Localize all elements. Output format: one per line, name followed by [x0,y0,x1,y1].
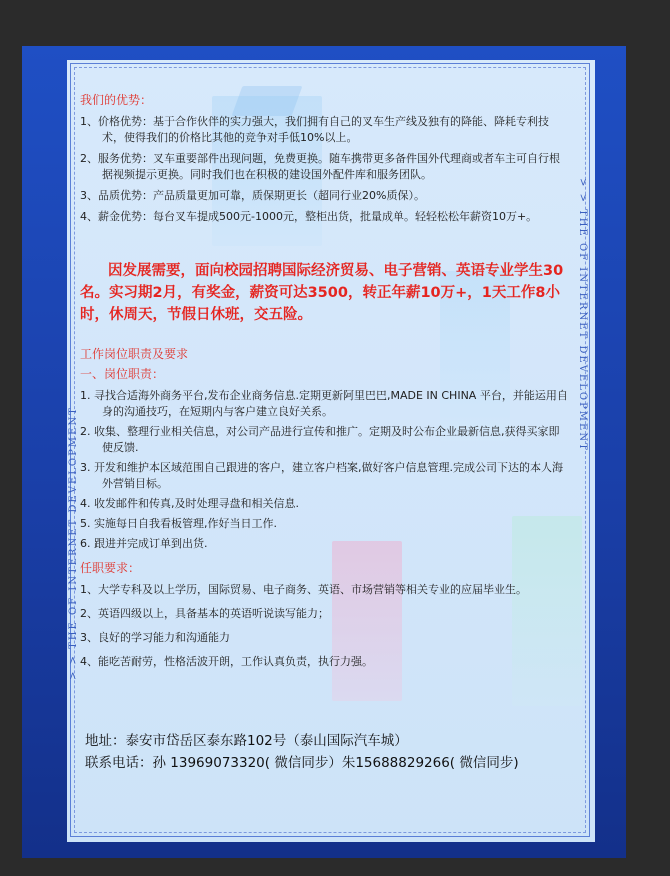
contact-section [85,730,585,774]
requirements-title: 任职要求： [80,561,141,575]
requirement-item: 2、英语四级以上，具备基本的英语听说读写能力； [80,607,329,620]
recruitment-highlight [80,260,570,326]
requirement-item: 3、良好的学习能力和沟通能力 [80,631,230,644]
job-section [80,346,570,670]
advantage-item: 1、价格优势：基于合作伙伴的实力强大，我们拥有自己的叉车生产线及独有的降能、降耗专利技术，使得我们的价格比其他的竞争对手低10%以上。 [80,115,549,144]
side-text-left: > > THE OF INTERNET DEVELOPMENT [68,406,79,680]
duty-item: 5. 实施每日自我看板管理,作好当日工作. [80,517,277,530]
duty-item: 4. 收发邮件和传真,及时处理寻盘和相关信息. [80,497,299,510]
side-text-right: > > THE OF INTERNET DEVELOPMENT [577,178,588,452]
advantage-item: 4、薪金优势：每台叉车提成500元-1000元，整柜出货，批量成单。轻轻松松年薪资10万+。 [80,210,538,223]
address: 地址：泰安市岱岳区泰东路102号（泰山国际汽车城） [85,733,408,749]
duty-item: 1. 寻找合适海外商务平台,发布企业商务信息.定期更新阿里巴巴,MADE IN CHINA 平台，并能运用自身的沟通技巧，在短期内与客户建立良好关系。 [80,389,568,418]
advantage-item: 2、服务优势：叉车重要部件出现问题，免费更换。随车携带更多备件国外代理商或者车主可自行根据视频提示更换。同时我们也在积极的建设国外配件库和服务团队。 [80,152,560,181]
phone: 联系电话：孙 13969073320( 微信同步）朱15688829266( 微信同步) [85,755,519,771]
duty-item: 3. 开发和维护本区域范围自己跟进的客户，建立客户档案,做好客户信息管理.完成公司下达的本人海外营销目标。 [80,461,563,490]
requirement-item: 1、大学专科及以上学历，国际贸易、电子商务、英语、市场营销等相关专业的应届毕业生。 [80,583,527,596]
advantages-title: 我们的优势： [80,93,153,107]
job-title: 工作岗位职责及要求 [80,347,189,361]
advantage-item: 3、品质优势：产品质量更加可靠，质保期更长（超同行业20%质保）。 [80,189,425,202]
duty-item: 2. 收集、整理行业相关信息，对公司产品进行宣传和推广。定期及时公布企业最新信息,获得买家即使反馈. [80,425,560,454]
highlight-text: 因发展需要，面向校园招聘国际经济贸易、电子营销、英语专业学生30名。实习期2月，有奖金，薪资可达3500，转正年薪10万+，1天工作8小时，休周天，节假日休班，交五险。 [80,263,564,323]
requirement-item: 4、能吃苦耐劳，性格活波开朗，工作认真负责，执行力强。 [80,655,373,668]
duty-item: 6. 跟进并完成订单到出货. [80,537,208,550]
duties-title: 一、岗位职责： [80,367,165,381]
advantages-section [80,92,570,225]
